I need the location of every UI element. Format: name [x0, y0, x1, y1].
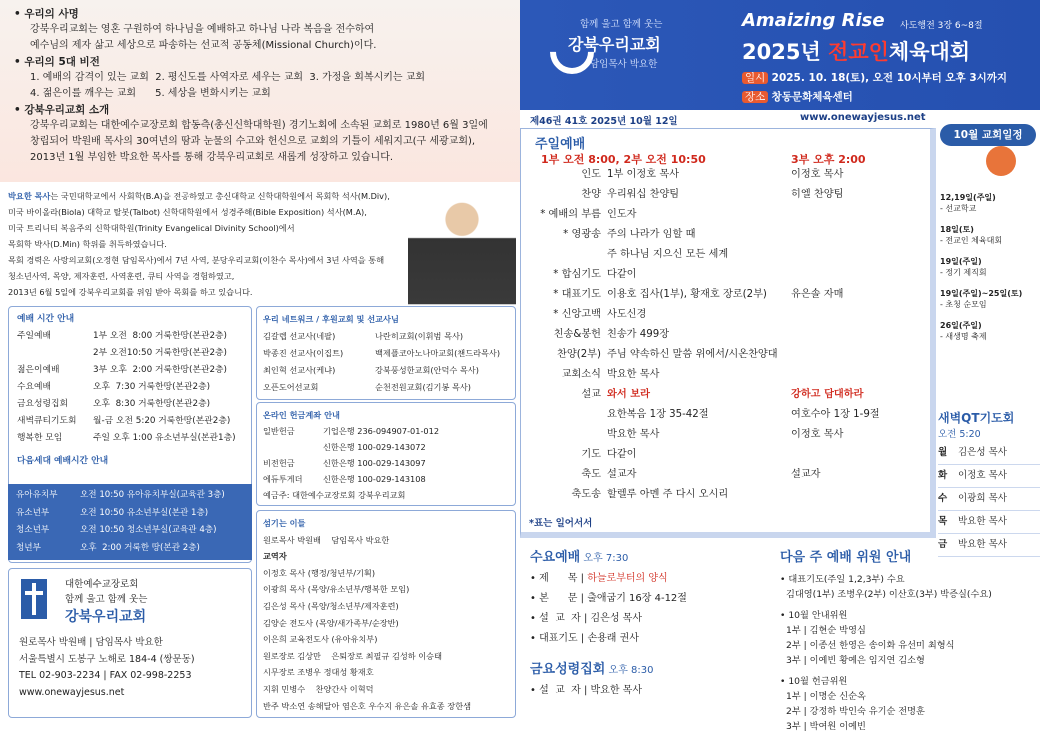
qt-day: 금 — [938, 539, 948, 550]
missionary: 박종진 선교사(이집트) — [263, 348, 344, 358]
calendar-date: 26일(주일) — [940, 321, 982, 330]
pastor-bio — [8, 188, 428, 300]
order-col1: 다같이 — [607, 449, 637, 460]
fri-time: 오후 8:30 — [608, 665, 654, 676]
nextgen-title: 다음세대 예배시간 안내 — [17, 456, 109, 466]
calendar-item — [940, 288, 1040, 310]
support-church: 순천전원교회(김기봉 목사) — [375, 382, 471, 392]
order-row — [521, 165, 931, 185]
qt-row — [938, 465, 1040, 488]
service-time: 오후 8:30 거룩한땅(본관2층) — [93, 399, 211, 409]
server-row: 반주 박소연 송해달아 염은호 우수지 유은솔 유효종 장한샘 — [263, 700, 472, 711]
col2-head: 3부 오후 2:00 — [791, 153, 866, 166]
qt-time: 오전 5:20 — [938, 429, 981, 440]
account-type: 비전헌금 — [263, 458, 295, 468]
service-time: 월-금 오전 5:20 거룩한땅(본관2층) — [93, 416, 231, 426]
qt-row — [938, 442, 1040, 465]
duty-offer-row: 3부 | 박여원 이예빈 — [786, 721, 866, 732]
order-label: 기도 — [581, 449, 601, 460]
qt-leader: 이광희 목사 — [958, 493, 1007, 504]
worship-time-row — [17, 328, 243, 345]
wed-value: 출애굽기 16장 4-12절 — [587, 593, 687, 604]
service-time: 주일 오후 1:00 유소년부실(본관1층) — [93, 433, 236, 443]
wed-label: • 설 교 자 — [530, 613, 581, 624]
fri-row: • 설 교 자 | 박요한 목사 — [530, 685, 642, 696]
calendar-event: - 정기 제직회 — [940, 268, 987, 277]
worship-time-row — [17, 430, 243, 447]
duty-guide-row: 2부 | 이종선 한영은 송이화 유선미 최형식 — [786, 640, 955, 651]
missionary: 김갈렙 선교사(네팔) — [263, 331, 336, 341]
server-row: 지휘 민병수 찬양간사 이혁덕 — [263, 683, 374, 694]
worship-time-row — [17, 362, 243, 379]
duty-guide-row: 3부 | 이예빈 황예은 임지연 김소형 — [786, 655, 925, 666]
online-title: 온라인 헌금계좌 안내 — [263, 410, 340, 420]
network-box — [256, 306, 516, 400]
duty-title: 다음 주 예배 위원 안내 — [780, 550, 912, 565]
church-website-link[interactable]: www.onewayjesus.net — [19, 686, 125, 698]
qt-leader: 김은성 목사 — [958, 447, 1007, 458]
church-name: 강북우리교회 — [65, 609, 147, 625]
dept-time: 오전 10:50 유소년부실(본관 1층) — [80, 507, 209, 518]
order-row — [521, 485, 931, 505]
wed-value: 하늘로부터의 양식 — [587, 573, 668, 584]
dept-name: 청소년부 — [16, 525, 50, 535]
sermon-preacher-row: 박요한 목사 이정호 목사 — [607, 429, 844, 440]
wed-label: • 대표기도 — [530, 633, 578, 644]
network-row — [263, 379, 509, 396]
service-name — [17, 345, 93, 362]
order-row — [521, 345, 931, 365]
nextgen-row — [16, 505, 244, 523]
order-label: * 예배의 부름 — [540, 209, 601, 220]
bio-line: 미국 트리니티 복음주의 신학대학원(Trinity Evangelical Divinity School)에서 — [8, 223, 295, 233]
order-row — [521, 205, 931, 225]
calendar-event: - 초청 순모임 — [940, 300, 987, 309]
sermon-text-row: 요한복음 1장 35-42절 여호수아 1장 1-9절 — [607, 409, 880, 420]
order-label: 찬양(2부) — [557, 349, 601, 360]
order-label: * 신앙고백 — [553, 309, 601, 320]
fri-title: 금요성령집회 — [530, 662, 606, 677]
issue-line: 제46권 41호 2025년 10월 12일 — [530, 116, 678, 127]
nextgen-row — [16, 487, 244, 505]
vision-line: 4. 젊은이를 깨우는 교회 5. 세상을 변화시키는 교회 — [30, 88, 271, 99]
service-name: 수요예배 — [17, 382, 51, 392]
server-row: 이광희 목사 (목양/유소년부/행복한 모임) — [263, 584, 410, 595]
dept-time: 오전 10:50 유아유치부실(교육관 3층) — [80, 490, 225, 500]
order-label: 축도 — [581, 469, 601, 480]
server-row: 원로장로 김상만 은퇴장로 최필규 김성하 이승태 — [263, 650, 443, 661]
church-motto: 함께 울고 함께 웃는 — [65, 594, 148, 605]
order-col2: 유은솔 자매 — [791, 289, 844, 300]
order-col1: 우리워십 찬양팀 — [607, 189, 680, 200]
order-col1: 주의 나라가 임할 때 — [607, 229, 696, 240]
dept-time: 오후 2:00 거룩한 땅(본관 2층) — [80, 542, 200, 553]
header-motto: 함께 울고 함께 웃는 — [580, 19, 663, 30]
server-row: 시무장로 조병우 정대성 황재호 — [263, 667, 374, 678]
service-name: 새벽큐티기도회 — [17, 416, 77, 426]
nextgen-row — [16, 522, 244, 540]
service-time: 2부 오전10:50 거룩한땅(본관2층) — [93, 348, 227, 358]
service-name: 행복한 모임 — [17, 433, 63, 443]
order-col1: 1부 이정호 목사 — [607, 169, 680, 180]
account-type — [263, 439, 323, 455]
order-label: 인도 — [581, 169, 601, 180]
server-row: 김은성 목사 (목양/청소년부/제자훈련) — [263, 600, 399, 611]
order-row — [521, 465, 931, 485]
calendar-item — [940, 256, 1040, 278]
bio-line: 2013년 6월 5일에 강북우리교회를 위임 받아 목회를 하고 있습니다. — [8, 287, 253, 297]
account-type: 에듀투게더 — [263, 474, 303, 484]
bio-line: 미국 바이올라(Biola) 대학교 탈봇(Talbot) 신학대학원에서 성경주해(Bible Exposition) 석사(M.A), — [8, 207, 367, 217]
account-row — [263, 471, 509, 487]
church-phone: TEL 02-903-2234 | FAX 02-998-2253 — [19, 670, 192, 681]
order-row — [521, 225, 931, 245]
order-row — [521, 445, 931, 465]
wed-title: 수요예배 — [530, 550, 581, 565]
order-col1: 주님 약속하신 말씀 위에서/시온찬양대 — [607, 349, 778, 360]
calendar-title: 10월 교회일정 — [940, 124, 1036, 146]
calendar-event: - 전교인 체육대회 — [940, 236, 1003, 245]
worship-times-title: 예배 시간 안내 — [17, 314, 75, 324]
order-row — [521, 305, 931, 325]
order-label: * 대표기도 — [553, 289, 601, 300]
service-name: 젊은이예배 — [17, 365, 60, 375]
header-pastor: 담임목사 박요한 — [590, 59, 658, 70]
qt-title: 새벽QT기도회 — [938, 411, 1015, 425]
qt-box — [936, 408, 1040, 548]
order-col1: 설교자 — [607, 469, 637, 480]
calendar-event: - 선교학교 — [940, 204, 977, 213]
website-link[interactable]: www.onewayjesus.net — [800, 112, 926, 123]
server-row: 이은희 교육전도사 (유아유치부) — [263, 634, 378, 645]
order-label: 친송&봉헌 — [553, 329, 601, 340]
event-banner — [520, 0, 1040, 110]
server-row: 김양순 전도사 (목양/새가족부/순장반) — [263, 617, 399, 628]
order-row — [521, 185, 931, 205]
servers-box — [256, 510, 516, 718]
dept-time: 오전 10:50 청소년부실(교육관 4층) — [80, 525, 217, 535]
duty-prayer-head: • 대표기도(주일 1,2,3부) 수요 — [780, 574, 905, 585]
ball-icon — [986, 146, 1016, 176]
church-denomination: 대한예수교장로회 — [65, 579, 139, 590]
church-info-box — [8, 568, 252, 718]
wed-value: 손용래 권사 — [587, 633, 639, 644]
order-col2: 설교자 — [791, 469, 821, 480]
account-number: 신한은행 100-029-143097 — [323, 458, 426, 468]
duty-offer-row: 2부 | 강정하 박인숙 유기순 전명훈 — [786, 706, 925, 717]
event-ref: 사도행전 3장 6~8절 — [900, 21, 983, 31]
mission-heading: • 우리의 사명 — [14, 8, 79, 20]
qt-leader: 박요한 목사 — [958, 539, 1007, 550]
worship-time-row — [17, 345, 243, 362]
order-label: 찬양 — [581, 189, 601, 200]
order-label: * 영광송 — [563, 229, 601, 240]
order-row — [521, 325, 931, 345]
order-col1: 인도자 — [607, 209, 637, 220]
order-row — [521, 245, 931, 265]
nextgen-row — [16, 540, 244, 558]
intro-heading: • 강북우리교회 소개 — [14, 104, 110, 116]
vision-line: 1. 예배의 감격이 있는 교회 2. 평신도를 사역자로 세우는 교회 3. 가정을 회복시키는 교회 — [30, 72, 426, 83]
vision-heading: • 우리의 5대 비전 — [14, 56, 100, 68]
server-row: 교역자 — [263, 551, 287, 562]
calendar-item — [940, 224, 1040, 246]
wed-row: • 본 문 | 출애굽기 16장 4-12절 — [530, 593, 687, 604]
online-offering-box — [256, 402, 516, 506]
qt-row — [938, 511, 1040, 534]
network-row — [263, 362, 509, 379]
friday-worship — [530, 660, 770, 701]
wed-value: 김은성 목사 — [590, 613, 642, 624]
duty-prayer: 김대영(1부) 조병우(2부) 이산호(3부) 박증실(수요) — [786, 589, 992, 600]
wed-row: • 설 교 자 | 김은성 목사 — [530, 613, 642, 624]
intro-text: 창립되어 박원배 목사의 30여년의 땀과 눈물의 수고와 헌신으로 교회의 기틀이 세워지고(구 세광교회), — [30, 136, 476, 147]
header-church: 강북우리교회 — [568, 35, 661, 54]
wed-label: • 제 목 — [530, 573, 578, 584]
account-number: 기업은행 236-094907-01-012 — [323, 426, 440, 436]
account-type: 일반헌금 — [263, 426, 295, 436]
calendar-event: - 새생명 축제 — [940, 332, 987, 341]
qt-leader: 박요한 목사 — [958, 516, 1007, 527]
missionary: 최인혁 선교사(케냐) — [263, 365, 336, 375]
order-row — [521, 265, 931, 285]
bio-line: 는 국민대학교에서 사회학(B.A)을 전공하였고 총신대학교 신학대학원에서 목회학 석사(M.Div), — [50, 191, 390, 201]
support-church: 강북풍성한교회(안덕수 목사) — [375, 365, 479, 375]
duty-box — [780, 548, 1040, 734]
service-name: 주일예배 — [17, 331, 51, 341]
order-col1: 사도신경 — [607, 309, 647, 320]
qt-leader: 이정호 목사 — [958, 470, 1007, 481]
account-number: 신한은행 100-029-143108 — [323, 474, 426, 484]
servers-title: 섬기는 이들 — [263, 518, 306, 528]
qt-day: 월 — [938, 447, 948, 458]
support-church: 백제플코아노나마교회(챈드라목사) — [375, 348, 501, 358]
dept-name: 유아유치부 — [16, 490, 58, 500]
pastor-photo — [408, 183, 516, 305]
account-row — [263, 439, 509, 455]
standing-note: *표는 일어서서 — [529, 518, 593, 529]
order-label: 축도송 — [571, 489, 601, 500]
order-col1: 친송가 499장 — [607, 329, 670, 340]
dept-name: 청년부 — [16, 542, 41, 553]
sunday-title: 주일예배 — [535, 137, 586, 152]
wed-time: 오후 7:30 — [583, 553, 629, 564]
intro-text: 강북우리교회는 대한예수교장로회 합동측(총신신학대학원) 경기노회에 소속된 교회로 1980년 6월 3일에 — [30, 120, 488, 131]
support-church: 나란히교회(이휘범 목사) — [375, 331, 464, 341]
wednesday-worship — [530, 548, 770, 649]
order-label: 교회소식 — [561, 369, 601, 380]
account-row — [263, 423, 509, 439]
col1-head: 1부 오전 8:00, 2부 오전 10:50 — [541, 153, 706, 166]
account-row — [263, 455, 509, 471]
duty-guide-row: 1부 | 김현순 박영심 — [786, 625, 866, 636]
order-row — [521, 365, 931, 385]
service-time: 오후 7:30 거룩한땅(본관2층) — [93, 382, 211, 392]
calendar-date: 18일(토) — [940, 225, 974, 234]
account-number: 신한은행 100-029-143072 — [323, 442, 426, 452]
service-name: 금요성령집회 — [17, 399, 68, 409]
service-time: 1부 오전 8:00 거룩한땅(본관2층) — [93, 331, 227, 341]
network-title: 우리 네트워크 / 후원교회 및 선교사님 — [263, 314, 399, 324]
duty-guide-head: • 10월 안내위원 — [780, 610, 848, 621]
server-row: 원로목사 박원배 담임목사 박요한 — [263, 534, 390, 545]
order-col1: 박요한 목사 — [607, 369, 660, 380]
calendar-date: 19일(주일) — [940, 257, 982, 266]
worship-time-row — [17, 413, 243, 430]
wed-row: • 대표기도 | 손용래 권사 — [530, 633, 639, 644]
order-col1: 주 하나님 지으신 모든 세계 — [607, 249, 729, 260]
order-col2: 이정호 목사 — [791, 169, 844, 180]
qt-day: 수 — [938, 493, 948, 504]
calendar-item — [940, 192, 1040, 214]
wed-row: • 제 목 | 하늘로부터의 양식 — [530, 573, 668, 584]
calendar-date: 19일(주일)~25일(토) — [940, 289, 1023, 298]
calendar-date: 12,19일(주일) — [940, 193, 996, 202]
church-address: 서울특별시 도봉구 노해로 184-4 (쌍문동) — [19, 653, 195, 665]
order-col1: 다같이 — [607, 269, 637, 280]
service-time: 3부 오후 2:00 거룩한땅(본관2층) — [93, 365, 227, 375]
order-row — [521, 285, 931, 305]
duty-offer-row: 1부 | 이명순 신순옥 — [786, 691, 866, 702]
mission-section — [0, 0, 520, 182]
event-title: 2025년 전교인체육대회 — [742, 40, 971, 64]
qt-day: 화 — [938, 470, 948, 481]
event-place: 장소 창동문화체육센터 — [742, 89, 853, 104]
dept-name: 유소년부 — [16, 507, 50, 518]
order-col1: 할렐루 아멘 주 다시 오시리 — [607, 489, 729, 500]
server-row: 이정호 목사 (행정/청년부/기획) — [263, 567, 376, 578]
nextgen-schedule — [8, 484, 252, 560]
order-col2: 히엘 찬양팀 — [791, 189, 844, 200]
order-col1: 이용호 집사(1부), 황재호 장로(2부) — [607, 289, 767, 300]
calendar-item — [940, 320, 1040, 342]
intro-text: 2013년 1월 부임한 박요한 목사를 통해 강북우리교회로 새롭게 성장하고 있습니다. — [30, 152, 394, 163]
worship-time-row — [17, 396, 243, 413]
qt-row — [938, 488, 1040, 511]
sunday-worship — [520, 128, 936, 538]
pastor-name: 박요한 목사 — [8, 191, 51, 201]
mission-text: 예수님의 제자 삶고 세상으로 파송하는 선교적 공동체(Missional Church)이다. — [30, 40, 377, 51]
event-date: 일시 2025. 10. 18(토), 오전 10시부터 오후 3시까지 — [742, 70, 1007, 85]
account-holder: 예금주: 대한예수교장로회 강북우리교회 — [263, 490, 406, 500]
event-en-title: Amaizing Rise — [742, 10, 885, 31]
bio-line: 청소년사역, 목양, 제자훈련, 사역훈련, 큐티 사역을 경험하였고, — [8, 271, 235, 281]
church-pastors: 원로목사 박원배 | 담임목사 박요한 — [19, 637, 163, 648]
church-logo-icon — [21, 579, 47, 619]
bio-line: 목회학 박사(D.Min) 학위를 취득하였습니다. — [8, 239, 167, 249]
duty-offer-head: • 10월 헌금위원 — [780, 676, 848, 687]
order-label: * 합심기도 — [553, 269, 601, 280]
mission-text: 강북우리교회는 영혼 구원하여 하나님을 예배하고 하나님 나라 복음을 전수하여 — [30, 24, 375, 35]
sermon-row: 설교 와서 보라 강하고 담대하라 — [581, 389, 864, 400]
wed-label: • 본 문 — [530, 593, 578, 604]
worship-time-row — [17, 379, 243, 396]
network-row — [263, 328, 509, 345]
network-row — [263, 345, 509, 362]
bio-line: 목회 경력은 사랑의교회(오정현 담임목사)에서 7년 사역, 분당우리교회(이찬수 목사)에서 3년 사역을 통해 — [8, 255, 385, 265]
qt-day: 목 — [938, 516, 948, 527]
missionary: 오픈도어선교회 — [263, 382, 319, 392]
